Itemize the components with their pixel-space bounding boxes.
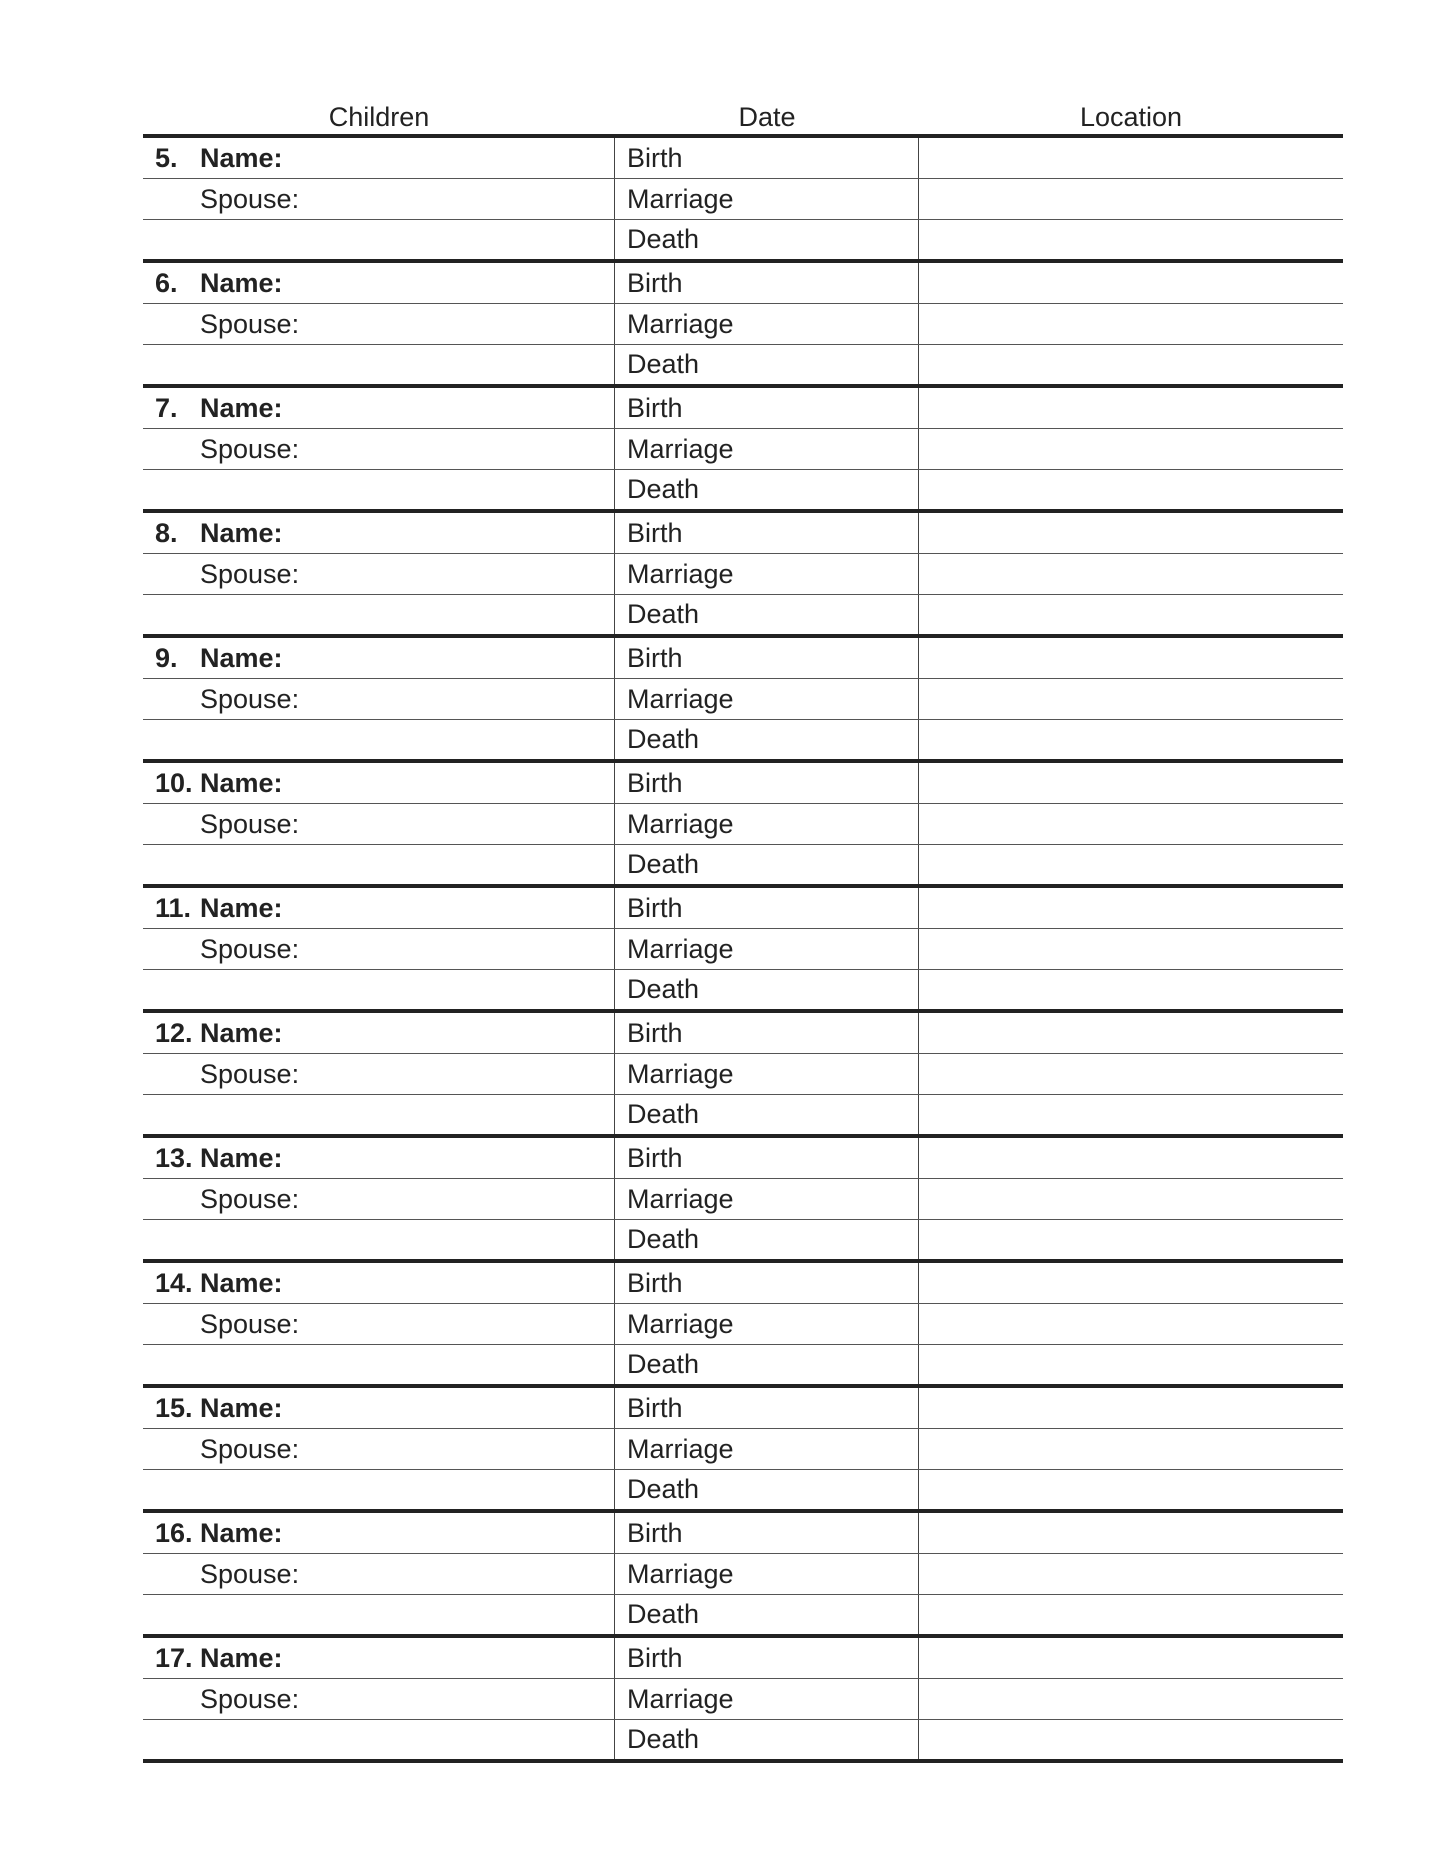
marriage-row xyxy=(143,804,1343,845)
birth-label: Birth xyxy=(627,642,683,673)
death-label: Death xyxy=(627,1224,700,1254)
marriage-location-field[interactable] xyxy=(919,1054,1343,1094)
death-row xyxy=(143,470,1343,509)
spouse-field[interactable] xyxy=(143,1304,615,1344)
child-record xyxy=(143,1638,1343,1759)
marriage-location-field[interactable] xyxy=(919,1304,1343,1344)
spouse-label: Spouse: xyxy=(200,1433,300,1464)
spouse-label: Spouse: xyxy=(200,1183,300,1214)
birth-date-field[interactable] xyxy=(615,388,919,428)
birth-label: Birth xyxy=(627,1017,683,1048)
birth-location-field[interactable] xyxy=(919,138,1343,178)
spouse-field[interactable] xyxy=(143,1179,615,1219)
marriage-label: Marriage xyxy=(627,808,734,839)
marriage-label: Marriage xyxy=(627,933,734,964)
birth-date-field[interactable] xyxy=(615,138,919,178)
birth-row xyxy=(143,638,1343,679)
birth-date-field[interactable] xyxy=(615,1013,919,1053)
marriage-date-field[interactable] xyxy=(615,429,919,469)
death-date-field[interactable] xyxy=(615,1220,919,1259)
spouse-label: Spouse: xyxy=(200,1058,300,1089)
birth-row xyxy=(143,1513,1343,1554)
birth-row xyxy=(143,138,1343,179)
marriage-location-field[interactable] xyxy=(919,929,1343,969)
extra-field[interactable] xyxy=(143,1470,615,1509)
death-row xyxy=(143,1220,1343,1259)
record-number: 14. xyxy=(155,1267,193,1298)
birth-location-field[interactable] xyxy=(919,1638,1343,1678)
extra-field[interactable] xyxy=(143,845,615,884)
name-label: Name: xyxy=(200,142,283,173)
birth-date-field[interactable] xyxy=(615,513,919,553)
birth-location-field[interactable] xyxy=(919,263,1343,303)
birth-label: Birth xyxy=(627,1267,683,1298)
spouse-label: Spouse: xyxy=(200,433,300,464)
marriage-date-field[interactable] xyxy=(615,1679,919,1719)
spouse-field[interactable] xyxy=(143,1429,615,1469)
records-table xyxy=(143,134,1343,1763)
marriage-label: Marriage xyxy=(627,1308,734,1339)
birth-label: Birth xyxy=(627,1517,683,1548)
marriage-date-field[interactable] xyxy=(615,929,919,969)
death-location-field[interactable] xyxy=(919,1220,1343,1259)
extra-field[interactable] xyxy=(143,1720,615,1759)
child-record xyxy=(143,513,1343,638)
name-field[interactable] xyxy=(143,1263,615,1303)
death-label: Death xyxy=(627,1599,700,1629)
marriage-label: Marriage xyxy=(627,1433,734,1464)
child-record xyxy=(143,1388,1343,1513)
marriage-date-field[interactable] xyxy=(615,1304,919,1344)
marriage-date-field[interactable] xyxy=(615,804,919,844)
death-row xyxy=(143,1345,1343,1384)
death-date-field[interactable] xyxy=(615,470,919,509)
death-date-field[interactable] xyxy=(615,1345,919,1384)
birth-row xyxy=(143,1388,1343,1429)
birth-date-field[interactable] xyxy=(615,1263,919,1303)
death-location-field[interactable] xyxy=(919,345,1343,384)
child-record xyxy=(143,888,1343,1013)
marriage-row xyxy=(143,1054,1343,1095)
death-label: Death xyxy=(627,599,700,629)
extra-field[interactable] xyxy=(143,720,615,759)
death-row xyxy=(143,595,1343,634)
birth-location-field[interactable] xyxy=(919,1513,1343,1553)
marriage-label: Marriage xyxy=(627,1683,734,1714)
death-location-field[interactable] xyxy=(919,1470,1343,1509)
spouse-label: Spouse: xyxy=(200,683,300,714)
birth-location-field[interactable] xyxy=(919,888,1343,928)
marriage-row xyxy=(143,179,1343,220)
birth-date-field[interactable] xyxy=(615,1388,919,1428)
name-field[interactable] xyxy=(143,513,615,553)
marriage-location-field[interactable] xyxy=(919,804,1343,844)
birth-row xyxy=(143,1013,1343,1054)
name-field[interactable] xyxy=(143,1513,615,1553)
marriage-row xyxy=(143,1429,1343,1470)
marriage-row xyxy=(143,429,1343,470)
marriage-row xyxy=(143,1554,1343,1595)
death-location-field[interactable] xyxy=(919,1345,1343,1384)
extra-field[interactable] xyxy=(143,1220,615,1259)
marriage-label: Marriage xyxy=(627,683,734,714)
record-number: 15. xyxy=(155,1392,193,1423)
birth-location-field[interactable] xyxy=(919,1263,1343,1303)
name-label: Name: xyxy=(200,1017,283,1048)
marriage-label: Marriage xyxy=(627,183,734,214)
spouse-field[interactable] xyxy=(143,304,615,344)
death-date-field[interactable] xyxy=(615,1720,919,1759)
child-record xyxy=(143,1263,1343,1388)
marriage-date-field[interactable] xyxy=(615,679,919,719)
marriage-row xyxy=(143,554,1343,595)
birth-label: Birth xyxy=(627,392,683,423)
birth-label: Birth xyxy=(627,892,683,923)
name-label: Name: xyxy=(200,1392,283,1423)
child-record xyxy=(143,763,1343,888)
spouse-label: Spouse: xyxy=(200,808,300,839)
marriage-location-field[interactable] xyxy=(919,1554,1343,1594)
marriage-date-field[interactable] xyxy=(615,1054,919,1094)
name-field[interactable] xyxy=(143,1013,615,1053)
record-number: 7. xyxy=(155,392,178,423)
marriage-date-field[interactable] xyxy=(615,1554,919,1594)
marriage-date-field[interactable] xyxy=(615,304,919,344)
death-label: Death xyxy=(627,1349,700,1379)
header-children: Children xyxy=(328,102,430,132)
name-field[interactable] xyxy=(143,763,615,803)
marriage-label: Marriage xyxy=(627,1058,734,1089)
spouse-label: Spouse: xyxy=(200,1308,300,1339)
birth-row xyxy=(143,388,1343,429)
child-record xyxy=(143,1138,1343,1263)
birth-location-field[interactable] xyxy=(919,388,1343,428)
name-label: Name: xyxy=(200,642,283,673)
child-record xyxy=(143,388,1343,513)
record-number: 9. xyxy=(155,642,178,673)
birth-location-field[interactable] xyxy=(919,513,1343,553)
name-label: Name: xyxy=(200,892,283,923)
spouse-label: Spouse: xyxy=(200,1558,300,1589)
name-label: Name: xyxy=(200,392,283,423)
birth-date-field[interactable] xyxy=(615,638,919,678)
death-date-field[interactable] xyxy=(615,220,919,259)
death-date-field[interactable] xyxy=(615,1595,919,1634)
spouse-field[interactable] xyxy=(143,804,615,844)
death-date-field[interactable] xyxy=(615,1095,919,1134)
record-number: 11. xyxy=(155,892,192,923)
death-date-field[interactable] xyxy=(615,345,919,384)
death-row xyxy=(143,720,1343,759)
birth-label: Birth xyxy=(627,267,683,298)
marriage-location-field[interactable] xyxy=(919,679,1343,719)
death-label: Death xyxy=(627,1099,700,1129)
death-row xyxy=(143,1720,1343,1759)
child-record xyxy=(143,1013,1343,1138)
name-field[interactable] xyxy=(143,1388,615,1428)
marriage-label: Marriage xyxy=(627,1558,734,1589)
marriage-label: Marriage xyxy=(627,433,734,464)
record-number: 17. xyxy=(155,1642,193,1673)
name-label: Name: xyxy=(200,1267,283,1298)
birth-label: Birth xyxy=(627,517,683,548)
death-location-field[interactable] xyxy=(919,470,1343,509)
spouse-field[interactable] xyxy=(143,1554,615,1594)
death-row xyxy=(143,1595,1343,1634)
marriage-row xyxy=(143,679,1343,720)
marriage-location-field[interactable] xyxy=(919,1179,1343,1219)
marriage-row xyxy=(143,1304,1343,1345)
birth-row xyxy=(143,1138,1343,1179)
birth-date-field[interactable] xyxy=(615,888,919,928)
marriage-location-field[interactable] xyxy=(919,304,1343,344)
record-number: 13. xyxy=(155,1142,193,1173)
death-label: Death xyxy=(627,974,700,1004)
death-label: Death xyxy=(627,224,700,254)
spouse-label: Spouse: xyxy=(200,183,300,214)
marriage-date-field[interactable] xyxy=(615,554,919,594)
extra-field[interactable] xyxy=(143,1095,615,1134)
name-label: Name: xyxy=(200,1517,283,1548)
spouse-field[interactable] xyxy=(143,679,615,719)
name-field[interactable] xyxy=(143,638,615,678)
record-number: 6. xyxy=(155,267,178,298)
extra-field[interactable] xyxy=(143,220,615,259)
spouse-field[interactable] xyxy=(143,929,615,969)
birth-row xyxy=(143,1263,1343,1304)
record-number: 16. xyxy=(155,1517,193,1548)
record-number: 12. xyxy=(155,1017,193,1048)
extra-field[interactable] xyxy=(143,1595,615,1634)
name-label: Name: xyxy=(200,1142,283,1173)
birth-date-field[interactable] xyxy=(615,1638,919,1678)
name-label: Name: xyxy=(200,267,283,298)
spouse-field[interactable] xyxy=(143,179,615,219)
marriage-date-field[interactable] xyxy=(615,1429,919,1469)
marriage-label: Marriage xyxy=(627,558,734,589)
name-label: Name: xyxy=(200,767,283,798)
marriage-row xyxy=(143,929,1343,970)
birth-location-field[interactable] xyxy=(919,1388,1343,1428)
extra-field[interactable] xyxy=(143,470,615,509)
birth-date-field[interactable] xyxy=(615,763,919,803)
birth-date-field[interactable] xyxy=(615,263,919,303)
marriage-location-field[interactable] xyxy=(919,429,1343,469)
extra-field[interactable] xyxy=(143,1345,615,1384)
birth-label: Birth xyxy=(627,767,683,798)
death-label: Death xyxy=(627,724,700,754)
death-location-field[interactable] xyxy=(919,595,1343,634)
marriage-location-field[interactable] xyxy=(919,1679,1343,1719)
spouse-label: Spouse: xyxy=(200,933,300,964)
name-field[interactable] xyxy=(143,1638,615,1678)
marriage-row xyxy=(143,304,1343,345)
child-record xyxy=(143,263,1343,388)
name-field[interactable] xyxy=(143,263,615,303)
death-location-field[interactable] xyxy=(919,1595,1343,1634)
name-field[interactable] xyxy=(143,1138,615,1178)
children-record-form xyxy=(143,96,1343,1763)
spouse-label: Spouse: xyxy=(200,1683,300,1714)
child-record xyxy=(143,1513,1343,1638)
death-label: Death xyxy=(627,474,700,504)
name-field[interactable] xyxy=(143,138,615,178)
birth-location-field[interactable] xyxy=(919,763,1343,803)
death-location-field[interactable] xyxy=(919,220,1343,259)
marriage-location-field[interactable] xyxy=(919,1429,1343,1469)
birth-label: Birth xyxy=(627,1142,683,1173)
death-label: Death xyxy=(627,849,700,879)
record-number: 10. xyxy=(155,767,193,798)
death-row xyxy=(143,845,1343,884)
death-date-field[interactable] xyxy=(615,970,919,1009)
death-label: Death xyxy=(627,1474,700,1504)
marriage-label: Marriage xyxy=(627,1183,734,1214)
birth-row xyxy=(143,1638,1343,1679)
child-record xyxy=(143,138,1343,263)
name-label: Name: xyxy=(200,517,283,548)
birth-label: Birth xyxy=(627,1642,683,1673)
spouse-field[interactable] xyxy=(143,554,615,594)
death-location-field[interactable] xyxy=(919,845,1343,884)
birth-date-field[interactable] xyxy=(615,1513,919,1553)
death-label: Death xyxy=(627,1724,700,1754)
birth-date-field[interactable] xyxy=(615,1138,919,1178)
death-date-field[interactable] xyxy=(615,1470,919,1509)
name-label: Name: xyxy=(200,1642,283,1673)
birth-row xyxy=(143,263,1343,304)
marriage-date-field[interactable] xyxy=(615,179,919,219)
spouse-field[interactable] xyxy=(143,1054,615,1094)
child-record xyxy=(143,638,1343,763)
death-row xyxy=(143,345,1343,384)
marriage-label: Marriage xyxy=(627,308,734,339)
death-row xyxy=(143,970,1343,1009)
spouse-field[interactable] xyxy=(143,429,615,469)
death-location-field[interactable] xyxy=(919,1720,1343,1759)
birth-location-field[interactable] xyxy=(919,638,1343,678)
header-location: Location xyxy=(1079,102,1183,132)
extra-field[interactable] xyxy=(143,970,615,1009)
name-field[interactable] xyxy=(143,888,615,928)
death-date-field[interactable] xyxy=(615,720,919,759)
table-header xyxy=(143,96,1343,134)
birth-location-field[interactable] xyxy=(919,1013,1343,1053)
death-date-field[interactable] xyxy=(615,845,919,884)
record-number: 5. xyxy=(155,142,178,173)
birth-label: Birth xyxy=(627,142,683,173)
marriage-row xyxy=(143,1179,1343,1220)
death-date-field[interactable] xyxy=(615,595,919,634)
birth-location-field[interactable] xyxy=(919,1138,1343,1178)
marriage-location-field[interactable] xyxy=(919,554,1343,594)
marriage-row xyxy=(143,1679,1343,1720)
birth-row xyxy=(143,513,1343,554)
header-date: Date xyxy=(738,102,796,132)
death-label: Death xyxy=(627,349,700,379)
marriage-location-field[interactable] xyxy=(919,179,1343,219)
death-location-field[interactable] xyxy=(919,720,1343,759)
spouse-field[interactable] xyxy=(143,1679,615,1719)
death-row xyxy=(143,1470,1343,1509)
marriage-date-field[interactable] xyxy=(615,1179,919,1219)
spouse-label: Spouse: xyxy=(200,558,300,589)
extra-field[interactable] xyxy=(143,345,615,384)
death-row xyxy=(143,220,1343,259)
death-row xyxy=(143,1095,1343,1134)
record-number: 8. xyxy=(155,517,178,548)
spouse-label: Spouse: xyxy=(200,308,300,339)
name-field[interactable] xyxy=(143,388,615,428)
birth-row xyxy=(143,888,1343,929)
birth-row xyxy=(143,763,1343,804)
birth-label: Birth xyxy=(627,1392,683,1423)
death-location-field[interactable] xyxy=(919,1095,1343,1134)
extra-field[interactable] xyxy=(143,595,615,634)
death-location-field[interactable] xyxy=(919,970,1343,1009)
